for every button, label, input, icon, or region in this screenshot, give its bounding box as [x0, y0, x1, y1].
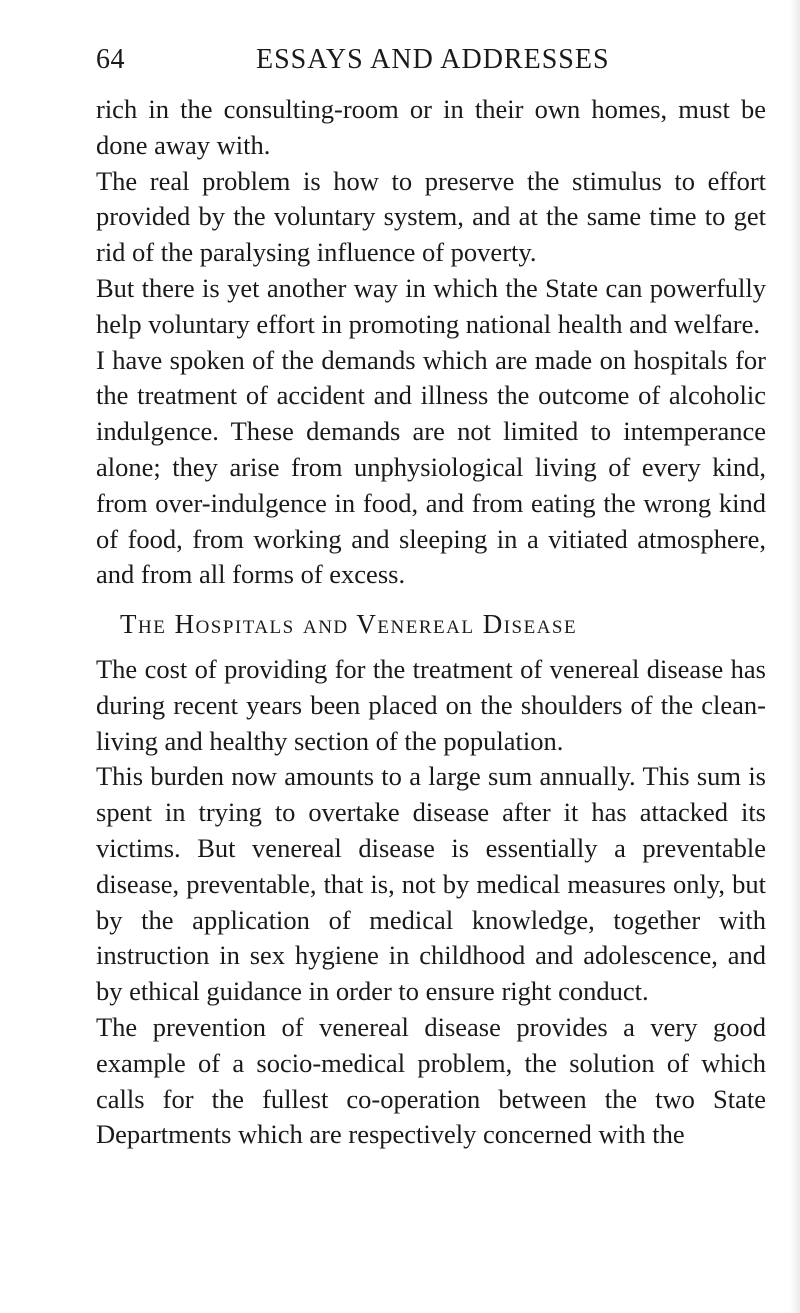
paragraph: The prevention of venereal disease provides a very good example of a socio-medical problem, the solution of which calls for the fullest co-operation between the two State Departments which are respectively concerned with the: [96, 1011, 766, 1150]
running-head: ESSAYS AND ADDRESSES: [256, 44, 610, 75]
body-text: [96, 92, 766, 1153]
paragraph: But there is yet another way in which the State can powerfully help voluntary effort in promoting national health and welfare.: [96, 272, 766, 339]
section-heading: The Hospitals and Venereal Disease: [120, 609, 578, 640]
paragraph: This burden now amounts to a large sum annually. This sum is spent in trying to overtake disease after it has attacked its victims. But venereal disease is essentially a preventable disease, preventable, that is, not by medical measures only, but by the application of medical knowledge, together with instruction in sex hygiene in childhood and adolescence, and by ethical guidance in order to ensure right conduct.: [96, 761, 766, 1007]
page-number: 64: [96, 44, 125, 75]
paragraph: rich in the consulting-room or in their own homes, must be done away with.: [96, 94, 766, 160]
paragraph: I have spoken of the demands which are made on hospitals for the treatment of accident and illness the outcome of alcoholic indulgence. These demands are not limited to intemperance alone; they arise from unphysiological living of every kind, from over-indulgence in food, and from eating the wrong kind of food, from working and sleeping in a vitiated atmosphere, and from all forms of excess.: [96, 344, 766, 590]
page-edge-shadow: [790, 0, 800, 1313]
paragraph: The real problem is how to preserve the stimulus to effort provided by the voluntary system, and at the same time to get rid of the paralysing influence of poverty.: [96, 165, 766, 268]
paragraph: The cost of providing for the treatment of venereal disease has during recent years been placed on the shoulders of the clean-living and healthy section of the population.: [96, 653, 766, 756]
page-header: [96, 44, 796, 84]
